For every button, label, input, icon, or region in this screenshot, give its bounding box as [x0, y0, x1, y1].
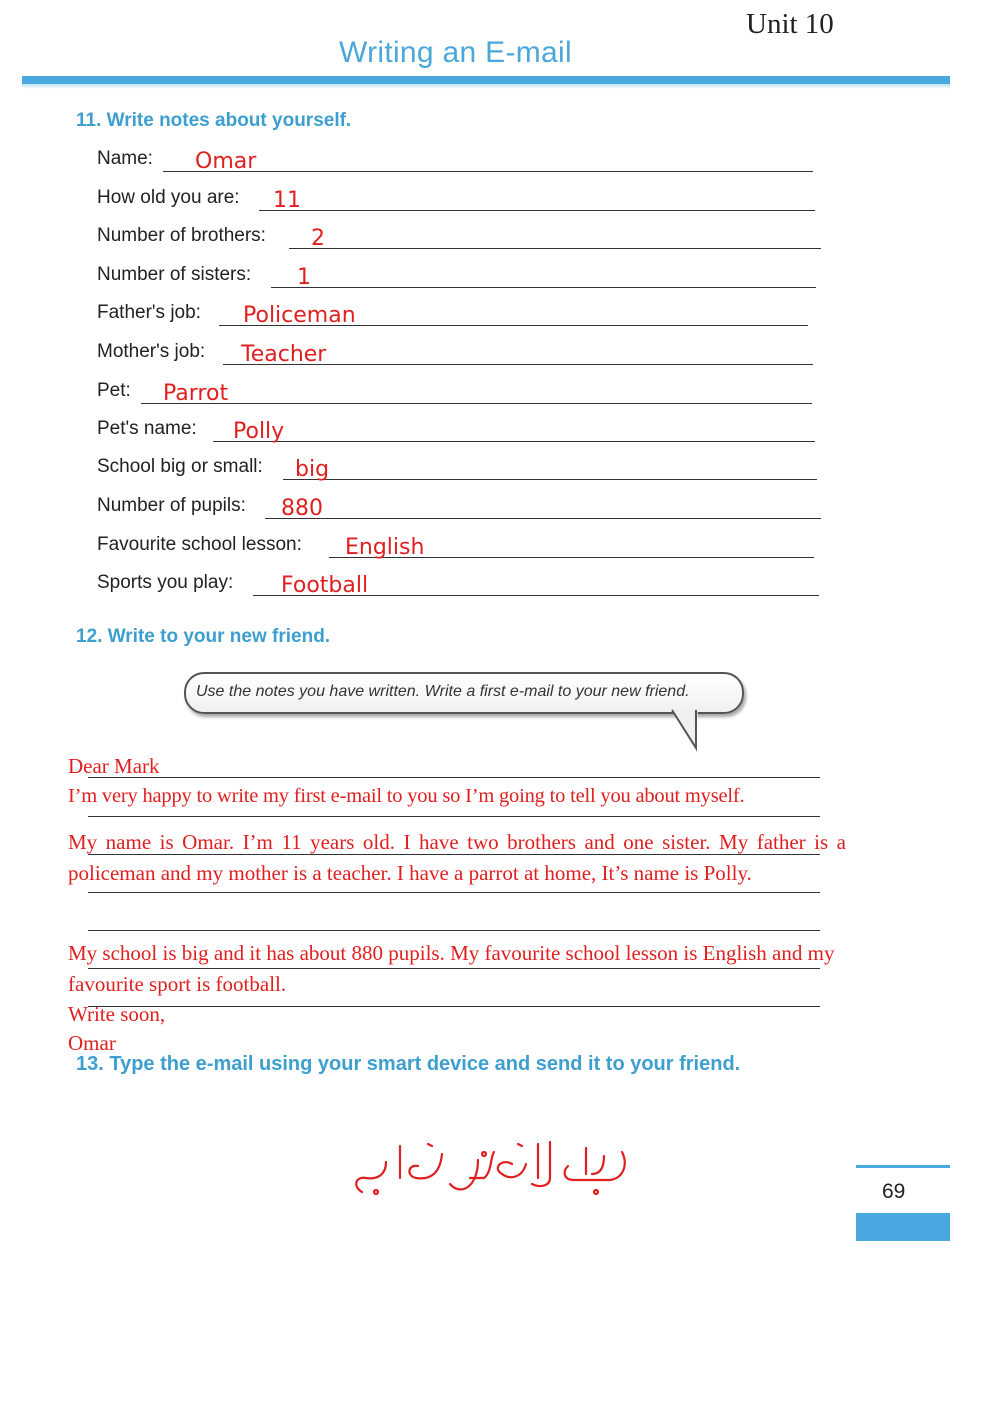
note-row-pet	[97, 376, 812, 406]
email-paragraph-1: My name is Omar. I’m 11 years old. I have two brothers and one sister. My father is a policeman and my mother is a teacher. I have a parrot at home, It’s name is Polly.	[68, 830, 846, 885]
note-row-sports	[97, 568, 819, 598]
note-answer-line[interactable]	[259, 210, 815, 211]
note-answer: Football	[281, 573, 369, 598]
title-bar	[22, 76, 950, 84]
page-number: 69	[882, 1180, 906, 1203]
note-answer-line[interactable]	[289, 248, 821, 249]
note-row-sisters	[97, 260, 816, 290]
note-row-brothers	[97, 221, 821, 251]
email-line	[88, 930, 820, 931]
title-bar-shadow	[22, 84, 950, 89]
note-answer-line[interactable]	[265, 518, 821, 519]
note-answer: Omar	[195, 149, 257, 174]
email-closing: Write soon,	[68, 1002, 166, 1026]
email-greeting: Dear Mark	[68, 754, 160, 778]
email-paragraph-2: My school is big and it has about 880 pupils. My favourite school lesson is English and my favourite sport is football.	[68, 941, 835, 996]
email-intro: I’m very happy to write my first e-mail to you so I’m going to tell you about myself.	[68, 785, 745, 807]
note-row-father-job	[97, 298, 808, 328]
page-title: Writing an E-mail	[339, 36, 572, 69]
note-answer: Parrot	[163, 381, 229, 406]
page-number-block	[856, 1213, 950, 1241]
note-row-school-size	[97, 452, 817, 482]
note-label: Name:	[97, 148, 153, 169]
instruction-text: Use the notes you have written. Write a first e-mail to your new friend.	[196, 683, 690, 700]
note-answer: English	[345, 535, 425, 560]
note-answer: Teacher	[241, 342, 327, 367]
note-answer: Polly	[233, 419, 285, 444]
note-label: School big or small:	[97, 456, 263, 477]
note-label: How old you are:	[97, 187, 240, 208]
note-label: Mother's job:	[97, 341, 206, 362]
email-line	[88, 816, 820, 817]
note-answer-line[interactable]	[163, 171, 813, 172]
note-answer: 880	[281, 496, 323, 521]
bubble-tail-icon	[640, 708, 704, 752]
note-row-favourite-lesson	[97, 530, 814, 560]
note-answer: Policeman	[243, 303, 356, 328]
note-label: Favourite school lesson:	[97, 534, 302, 555]
note-label: Father's job:	[97, 302, 201, 323]
email-signoff: Omar	[68, 1031, 116, 1055]
note-row-pet-name	[97, 414, 815, 444]
section-11-heading: 11. Write notes about yourself.	[76, 110, 352, 131]
section-12-heading: 12. Write to your new friend.	[76, 626, 331, 647]
note-answer: big	[295, 457, 330, 482]
page-number-line	[856, 1165, 950, 1168]
note-answer: 2	[311, 226, 325, 251]
section-13-heading: 13. Type the e-mail using your smart device and send it to your friend.	[76, 1053, 741, 1075]
note-row-name	[97, 144, 813, 174]
note-label: Number of brothers:	[97, 225, 266, 246]
note-answer-line[interactable]	[283, 479, 817, 480]
email-line	[88, 892, 820, 893]
note-label: Number of pupils:	[97, 495, 246, 516]
note-label: Sports you play:	[97, 572, 234, 593]
arabic-signature	[342, 1134, 632, 1204]
note-answer-line[interactable]	[141, 403, 812, 404]
note-label: Pet:	[97, 380, 131, 401]
note-answer-line[interactable]	[271, 287, 816, 288]
note-row-mother-job	[97, 337, 813, 367]
unit-label: Unit 10	[746, 8, 834, 40]
note-answer: 1	[297, 265, 311, 290]
note-row-pupils	[97, 491, 821, 521]
note-label: Number of sisters:	[97, 264, 252, 285]
note-row-age	[97, 183, 815, 213]
note-label: Pet's name:	[97, 418, 197, 439]
note-answer: 11	[273, 188, 301, 213]
note-answer-line[interactable]	[213, 441, 815, 442]
